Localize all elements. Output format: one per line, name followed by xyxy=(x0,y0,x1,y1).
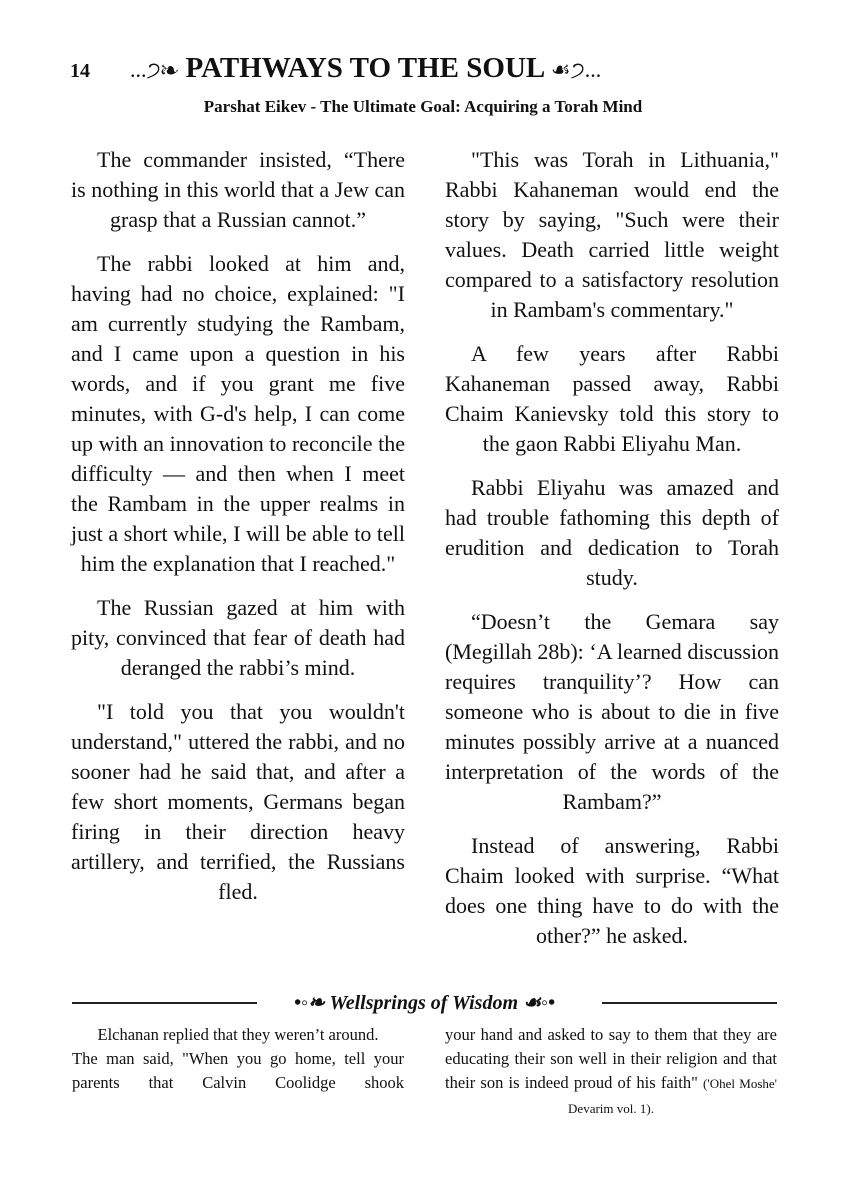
paragraph: Instead of answering, Rabbi Chaim looked with surprise. “What does one thing have to do with the other?” he asked. xyxy=(445,833,779,948)
section-title: Wellsprings of Wisdom xyxy=(329,992,519,1014)
paragraph: Rabbi Eliyahu was amazed and had trouble fathoming this depth of erudition and dedication to Torah study. xyxy=(445,475,779,590)
footer-paragraph xyxy=(445,1023,777,1121)
ornament-right-icon: ☙੭... xyxy=(550,57,602,82)
footer-left-column xyxy=(72,1023,404,1095)
paragraph: “Doesn’t the Gemara say (Megillah 28b): ‘A learned discussion requires tranquility’? How can someone who is about to die in five minutes possibly arrive at a nuanced interpretation of the words of the Rambam?” xyxy=(445,609,779,814)
left-column xyxy=(71,145,405,921)
ornament-left-icon: ...੭❧ xyxy=(130,57,179,82)
ornament-icon: •◦❧ xyxy=(293,992,330,1014)
running-title xyxy=(130,52,730,85)
ornament-icon: ☙◦• xyxy=(518,992,556,1014)
paragraph: A few years after Rabbi Kahaneman passed away, Rabbi Chaim Kanievsky told this story to the gaon Rabbi Eliyahu Man. xyxy=(445,341,779,456)
book-title: PATHWAYS TO THE SOUL xyxy=(185,52,544,84)
paragraph: The commander insisted, “There is nothing in this world that a Jew can grasp that a Russian cannot.” xyxy=(71,147,405,232)
page-number: 14 xyxy=(70,60,90,82)
right-column xyxy=(445,145,779,965)
footer-paragraph: The man said, "When you go home, tell your parents that Calvin Coolidge shook xyxy=(72,1049,404,1092)
section-divider xyxy=(72,990,777,1016)
footer-text: your hand and asked to say to them that they are educating their son well in their religion and that their son is indeed proud of his faith" xyxy=(445,1025,777,1092)
paragraph: "I told you that you wouldn't understand," uttered the rabbi, and no sooner had he said that, and after a few short moments, Germans began firing in their direction heavy artillery, and terrified, the Russians fled. xyxy=(71,699,405,904)
paragraph: "This was Torah in Lithuania," Rabbi Kahaneman would end the story by saying, "Such were their values. Death carried little weight compared to a satisfactory resolution in Rambam's commentary." xyxy=(445,147,779,322)
chapter-subtitle: Parshat Eikev - The Ultimate Goal: Acquiring a Torah Mind xyxy=(203,97,643,116)
citation: ('Ohel Moshe' Devarim vol. 1). xyxy=(568,1076,778,1116)
footer-paragraph: Elchanan replied that they weren’t around. xyxy=(97,1025,379,1044)
footer-right-column xyxy=(445,1023,777,1121)
paragraph: The Russian gazed at him with pity, convinced that fear of death had deranged the rabbi’s mind. xyxy=(71,595,405,680)
paragraph: The rabbi looked at him and, having had no choice, explained: "I am currently studying the Rambam, and I came upon a question in his words, and if you grant me five minutes, with G-d's help, I can come up with an innovation to reconcile the difficulty — and then when I meet the Rambam in the upper realms in just a short while, I will be able to tell him the explanation that I reached." xyxy=(71,251,405,576)
